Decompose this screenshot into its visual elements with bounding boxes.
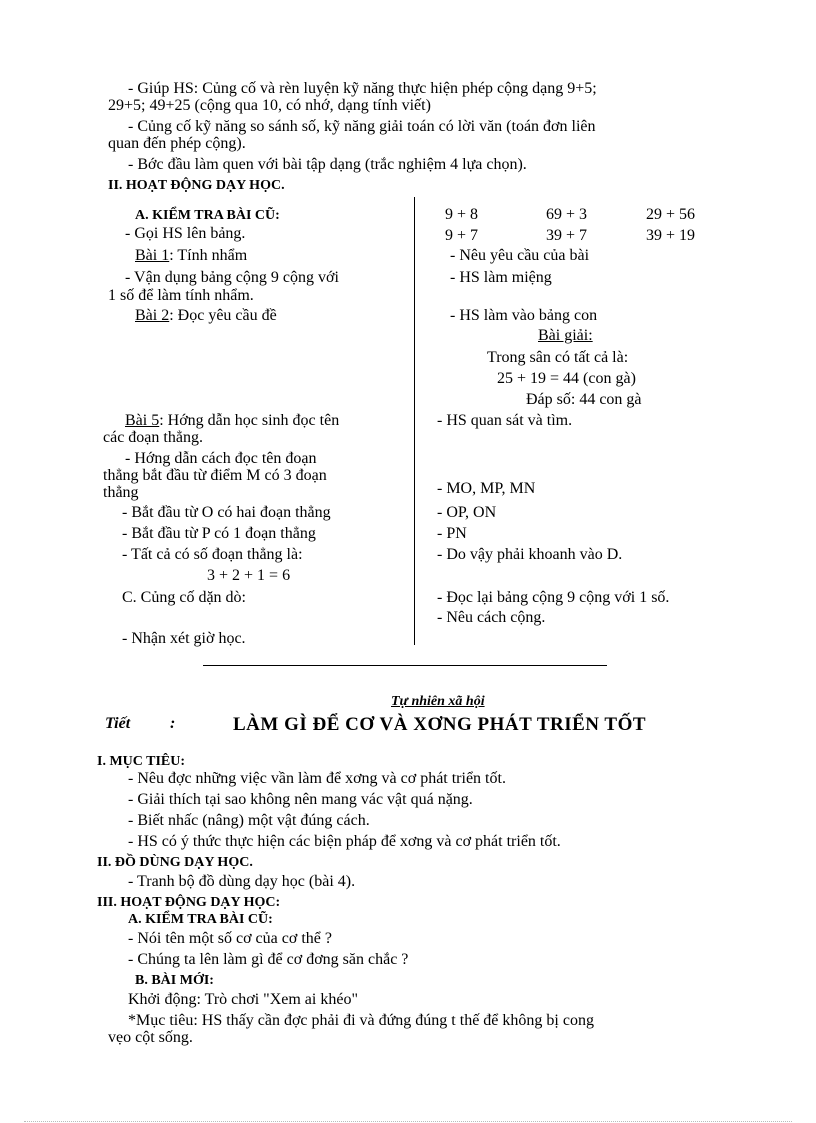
review-heading-2: A. KIỂM TRA BÀI CŨ:: [128, 912, 273, 927]
subject-name: Tự nhiên xã hội: [391, 694, 485, 709]
review-question-1: - Nói tên một số cơ của cơ thể ?: [128, 930, 332, 947]
review-question-2: - Chúng ta lên làm gì để cơ đơng săn chắc ?: [128, 951, 409, 968]
guide-line-2: thẳng bắt đầu từ điểm M có 3 đoạn: [103, 467, 327, 484]
solution-statement: Trong sân có tất cả là:: [487, 349, 629, 366]
call-students: - Gọi HS lên bảng.: [125, 225, 246, 242]
column-divider: [414, 197, 415, 645]
activities-heading: III. HOẠT ĐỘNG DẠY HỌC:: [97, 895, 281, 910]
solution-heading: Bài giải:: [538, 327, 593, 344]
reread-table: - Đọc lại bảng cộng 9 cộng với 1 số.: [437, 589, 670, 606]
solution-calc: 25 + 19 = 44 (con gà): [497, 370, 636, 387]
materials-heading: II. ĐỒ DÙNG DẠY HỌC.: [97, 855, 253, 870]
state-requirement: - Nêu yêu cầu của bài: [450, 247, 590, 264]
objective-3: - Bớc đầu làm quen với bài tập dạng (trắc nghiệm 4 lựa chọn).: [128, 156, 527, 173]
exercise-5-label: Bài 5: [125, 412, 160, 429]
lesson-title: LÀM GÌ ĐỂ CƠ VÀ XƠNG PHÁT TRIỂN TỐT: [233, 714, 647, 735]
solution-answer: Đáp số: 44 con gà: [526, 391, 642, 408]
calc-r1-c3: 29 + 56: [646, 206, 696, 223]
oral-answer: - HS làm miệng: [450, 269, 552, 286]
objective-item-2: - Giải thích tại sao không nên mang vác vật quá nặng.: [128, 791, 473, 808]
objective-item-3: - Biết nhấc (nâng) một vật đúng cách.: [128, 812, 370, 829]
start-from-o: - Bắt đầu từ O có hai đoạn thẳng: [122, 504, 331, 521]
guide-line-1: - Hớng dẫn cách đọc tên đoạn: [125, 450, 317, 467]
exercise-5-text: : Hớng dẫn học sinh đọc tên: [159, 412, 340, 429]
page-bottom-border: [24, 1121, 792, 1122]
segments-from-m: - MO, MP, MN: [437, 480, 536, 497]
section-separator: [203, 665, 607, 666]
calc-r1-c2: 69 + 3: [546, 206, 588, 223]
warm-up: Khởi động: Trò chơi "Xem ai khéo": [128, 991, 358, 1008]
exercise-2-label: Bài 2: [135, 307, 170, 324]
calc-r2-c2: 39 + 7: [546, 227, 588, 244]
goal-line-2: vẹo cột sống.: [108, 1029, 193, 1046]
segments-from-o: - OP, ON: [437, 504, 497, 521]
exercise-1: [135, 247, 247, 265]
exercise-1-label: Bài 1: [135, 247, 170, 264]
exercise-5: [125, 412, 339, 430]
slate-work: - HS làm vào bảng con: [450, 307, 598, 324]
period-label: Tiết: [105, 715, 131, 732]
apply-table-line-2: 1 số để làm tính nhẩm.: [108, 287, 254, 304]
objective-2-line-1: - Củng cố kỹ năng so sánh số, kỹ năng giải toán có lời văn (toán đơn liên: [128, 118, 596, 135]
lesson-review: - Nhận xét giờ học.: [122, 630, 246, 647]
apply-table-line-1: - Vận dụng bảng cộng 9 cộng với: [125, 269, 339, 286]
calc-r1-c1: 9 + 8: [445, 206, 479, 223]
total-segments: - Tất cả có số đoạn thẳng là:: [122, 546, 303, 563]
segments-sum: 3 + 2 + 1 = 6: [207, 567, 291, 584]
objectives-heading: I. MỤC TIÊU:: [97, 754, 186, 769]
objective-item-4: - HS có ý thức thực hiện các biện pháp để xơng và cơ phát triển tốt.: [128, 833, 561, 850]
goal-line-1: *Mục tiêu: HS thấy cần đợc phải đi và đứng đúng t thế để không bị cong: [128, 1012, 594, 1029]
materials-item: - Tranh bộ đồ dùng dạy học (bài 4).: [128, 873, 356, 890]
period-colon: :: [170, 715, 176, 732]
consolidation-heading: C. Củng cố dặn dò:: [122, 589, 246, 606]
guide-line-3: thẳng: [103, 484, 139, 501]
section-heading-activities: II. HOẠT ĐỘNG DẠY HỌC.: [108, 178, 285, 193]
calc-r2-c1: 9 + 7: [445, 227, 479, 244]
segments-from-p: - PN: [437, 525, 467, 542]
objective-1-line-2: 29+5; 49+25 (cộng qua 10, có nhớ, dạng tính viết): [108, 97, 431, 114]
calc-r2-c3: 39 + 19: [646, 227, 696, 244]
state-method: - Nêu cách cộng.: [437, 609, 546, 626]
new-lesson-heading: B. BÀI MỚI:: [135, 973, 214, 988]
exercise-1-text: : Tính nhẩm: [169, 247, 248, 264]
observe-find: - HS quan sát và tìm.: [437, 412, 573, 429]
objective-1-line-1: - Giúp HS: Củng cố và rèn luyện kỹ năng thực hiện phép cộng dạng 9+5;: [128, 80, 597, 97]
exercise-5-text-2: các đoạn thẳng.: [103, 429, 203, 446]
objective-2-line-2: quan đến phép cộng).: [108, 135, 246, 152]
circle-answer-d: - Do vậy phải khoanh vào D.: [437, 546, 623, 563]
objective-item-1: - Nêu đợc những việc vần làm để xơng và cơ phát triển tốt.: [128, 770, 506, 787]
start-from-p: - Bắt đầu từ P có 1 đoạn thẳng: [122, 525, 316, 542]
exercise-2: [135, 307, 277, 325]
exercise-2-text: : Đọc yêu cầu đề: [169, 307, 277, 324]
review-heading: A. KIỂM TRA BÀI CŨ:: [135, 208, 280, 223]
